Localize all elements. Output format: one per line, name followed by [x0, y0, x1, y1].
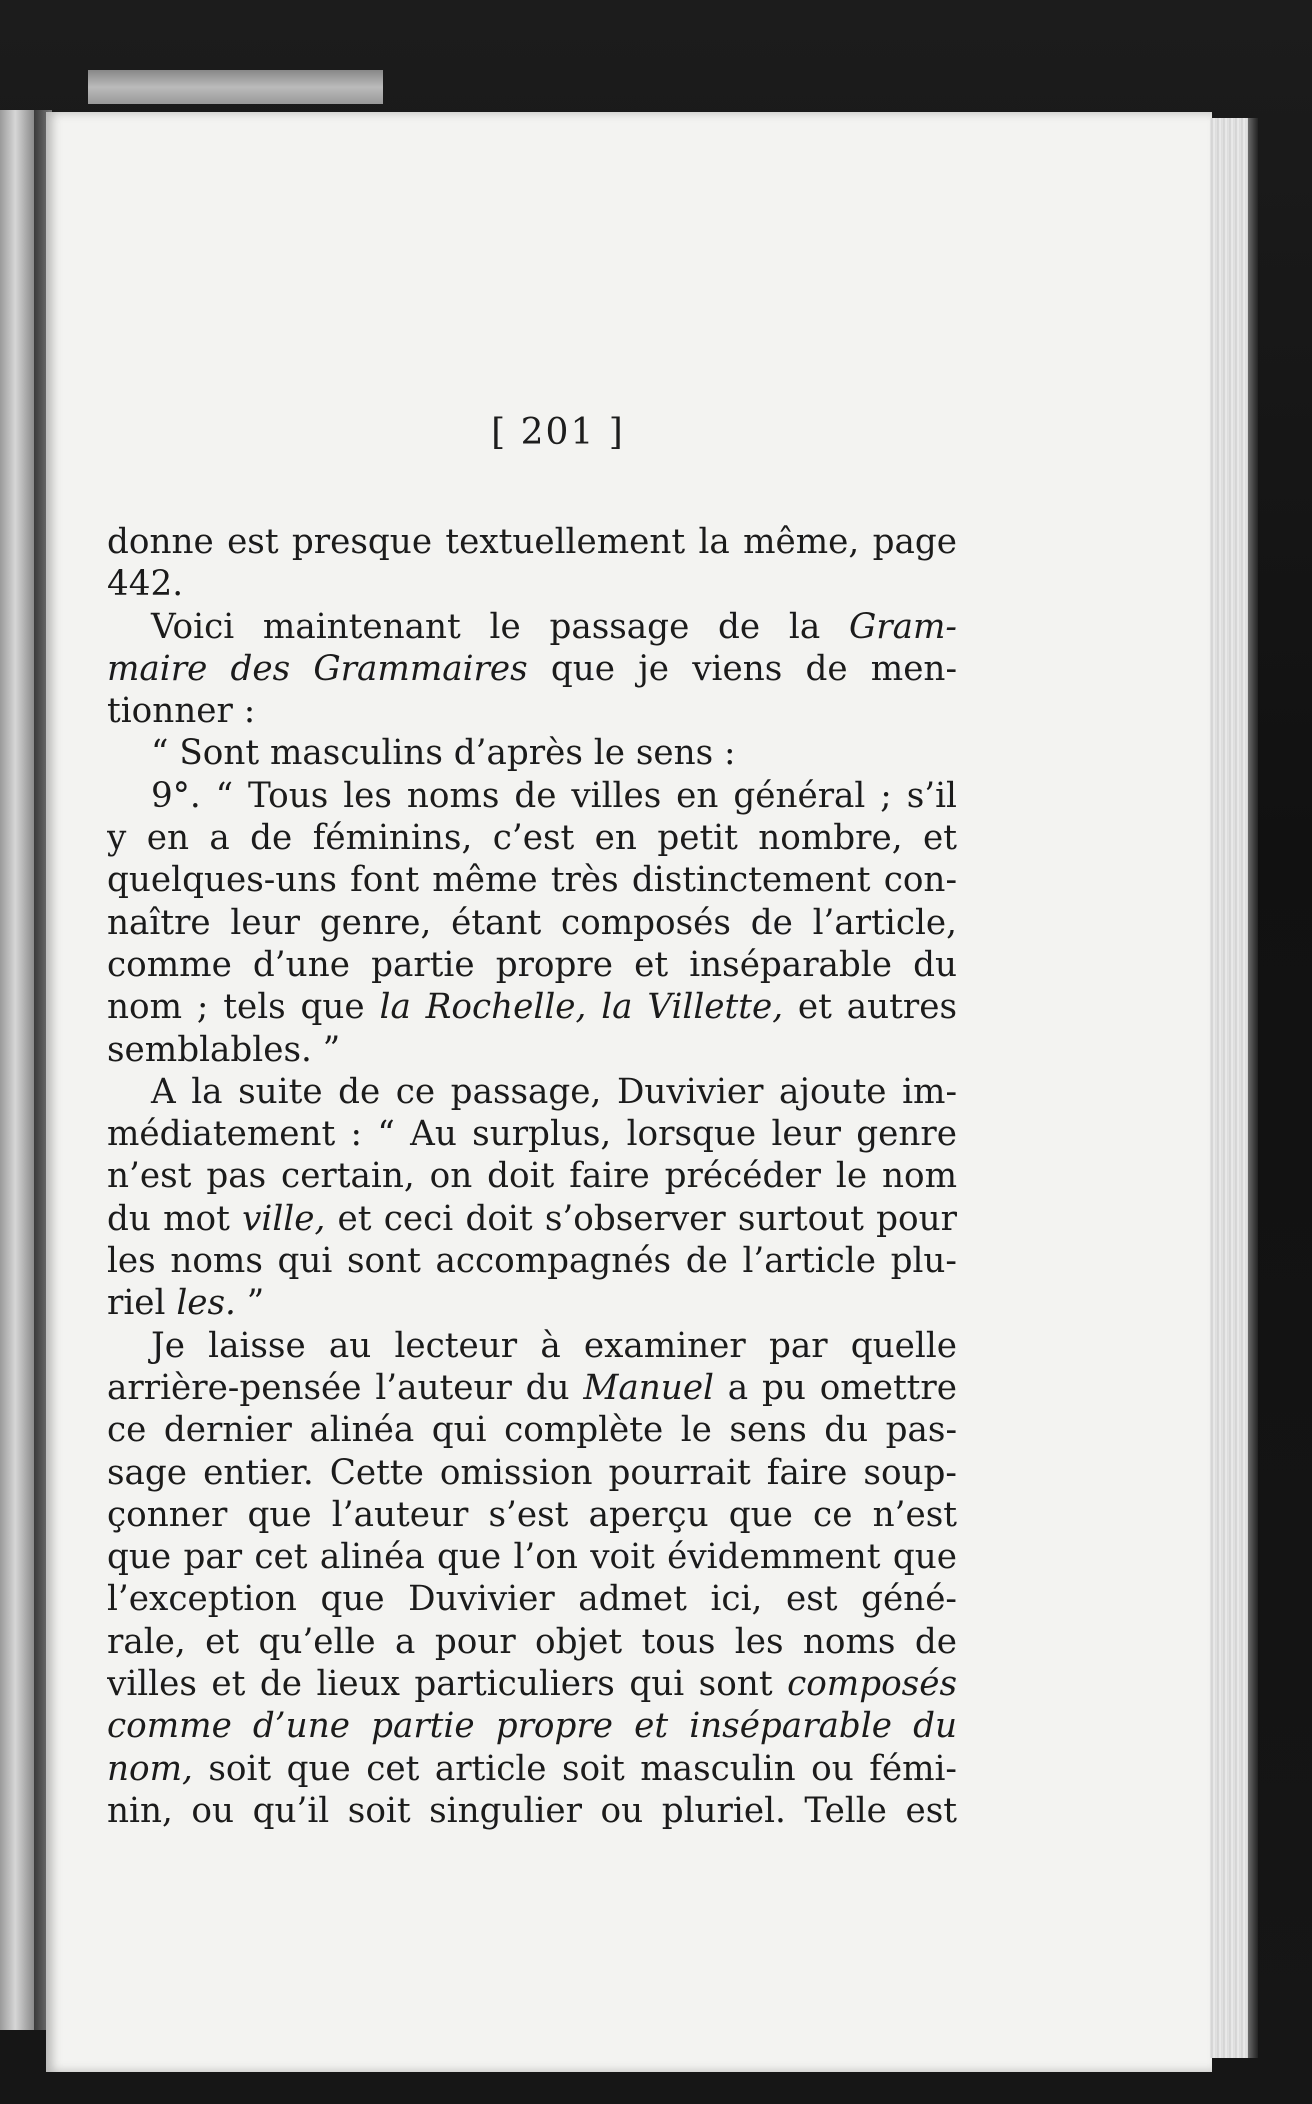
- left-page-edge: [0, 110, 34, 2030]
- text-segment: l’exception que Duvivier admet ici, est géné-: [107, 1579, 957, 1620]
- italic-text: nom,: [107, 1748, 193, 1789]
- text-line: [107, 1071, 957, 1113]
- text-line: [107, 1663, 957, 1705]
- italic-text: les.: [176, 1283, 236, 1324]
- text-line: [107, 1578, 957, 1620]
- italic-text: la Rochelle, la Villette,: [379, 987, 784, 1028]
- text-segment: “ Sont masculins d’après le sens :: [151, 733, 736, 774]
- text-segment: et autres: [783, 987, 957, 1028]
- text-segment: y en a de féminins, c’est en petit nombre, et: [107, 818, 957, 859]
- text-line: [107, 817, 957, 859]
- text-segment: villes et de lieux particuliers qui sont: [107, 1664, 788, 1705]
- text-line: [107, 859, 957, 901]
- text-line: [107, 1748, 957, 1790]
- text-line: [107, 648, 957, 690]
- text-segment: les noms qui sont accompagnés de l’article plu-: [107, 1241, 957, 1282]
- text-line: [107, 1029, 957, 1071]
- text-segment: naître leur genre, étant composés de l’article,: [107, 902, 957, 943]
- italic-text: comme d’une partie propre et inséparable du: [107, 1706, 957, 1747]
- text-segment: Voici maintenant le passage de la: [151, 606, 849, 647]
- text-line: [107, 732, 957, 774]
- text-line: [107, 1705, 957, 1747]
- text-line: [107, 521, 957, 563]
- text-segment: 9°. “ Tous les noms de villes en général ; s’il: [151, 775, 957, 816]
- text-segment: riel: [107, 1283, 177, 1324]
- text-segment: rale, et qu’elle a pour objet tous les noms de: [107, 1621, 957, 1662]
- text-line: [107, 606, 957, 648]
- text-segment: semblables. ”: [107, 1029, 341, 1070]
- text-line: [107, 1536, 957, 1578]
- adjacent-sheet-strip: [88, 70, 383, 104]
- text-segment: médiatement : “ Au surplus, lorsque leur genre: [107, 1114, 957, 1155]
- text-line: [107, 1621, 957, 1663]
- italic-text: ville,: [242, 1198, 326, 1239]
- text-segment: ce dernier alinéa qui complète le sens du pas-: [107, 1410, 957, 1451]
- text-line: [107, 775, 957, 817]
- text-segment: A la suite de ce passage, Duvivier ajoute im-: [151, 1071, 957, 1112]
- text-line: [107, 1452, 957, 1494]
- text-line: [107, 1282, 957, 1324]
- text-segment: arrière-pensée l’auteur du: [107, 1367, 584, 1408]
- text-segment: tionner :: [107, 691, 256, 732]
- text-segment: quelques-uns font même très distinctement con-: [107, 860, 957, 901]
- text-segment: soit que cet article soit masculin ou fémi-: [192, 1748, 957, 1789]
- text-segment: comme d’une partie propre et inséparable du: [107, 944, 957, 985]
- fore-edge-shadow: [1248, 118, 1258, 2058]
- text-line: [107, 1790, 957, 1832]
- text-line: [107, 563, 957, 605]
- text-line: [107, 1409, 957, 1451]
- text-line: [107, 986, 957, 1028]
- italic-text: composés: [787, 1664, 957, 1705]
- italic-text: Gram-: [848, 606, 957, 647]
- text-segment: n’est pas certain, on doit faire précéder le nom: [107, 1156, 957, 1197]
- text-segment: ”: [235, 1283, 265, 1324]
- text-segment: que je viens de men-: [527, 648, 957, 689]
- page-number: [ 201 ]: [491, 412, 625, 453]
- italic-text: maire des Grammaires: [107, 648, 528, 689]
- text-line: [107, 902, 957, 944]
- text-segment: nin, ou qu’il soit singulier ou pluriel. Telle est: [107, 1790, 957, 1831]
- text-segment: et ceci doit s’observer surtout pour: [325, 1198, 957, 1239]
- text-segment: sage entier. Cette omission pourrait faire soup-: [107, 1452, 957, 1493]
- text-segment: que par cet alinéa que l’on voit évidemment que: [107, 1537, 957, 1578]
- text-line: [107, 1240, 957, 1282]
- italic-text: Manuel: [583, 1367, 714, 1408]
- text-line: [107, 1155, 957, 1197]
- text-segment: a pu omettre: [713, 1367, 957, 1408]
- text-line: [107, 1367, 957, 1409]
- text-line: [107, 944, 957, 986]
- text-segment: çonner que l’auteur s’est aperçu que ce n’est: [107, 1494, 957, 1535]
- book-page: [46, 112, 1212, 2072]
- text-line: [107, 1113, 957, 1155]
- page-fore-edge: [1210, 118, 1248, 2058]
- text-segment: du mot: [107, 1198, 243, 1239]
- text-line: [107, 690, 957, 732]
- text-segment: donne est presque textuellement la même, page: [107, 522, 957, 562]
- text-segment: nom ; tels que: [107, 987, 380, 1028]
- text-segment: 442.: [107, 564, 184, 605]
- text-line: [107, 1494, 957, 1536]
- text-segment: Je laisse au lecteur à examiner par quelle: [151, 1325, 957, 1366]
- body-text: [107, 521, 957, 1832]
- text-line: [107, 1198, 957, 1240]
- text-line: [107, 1325, 957, 1367]
